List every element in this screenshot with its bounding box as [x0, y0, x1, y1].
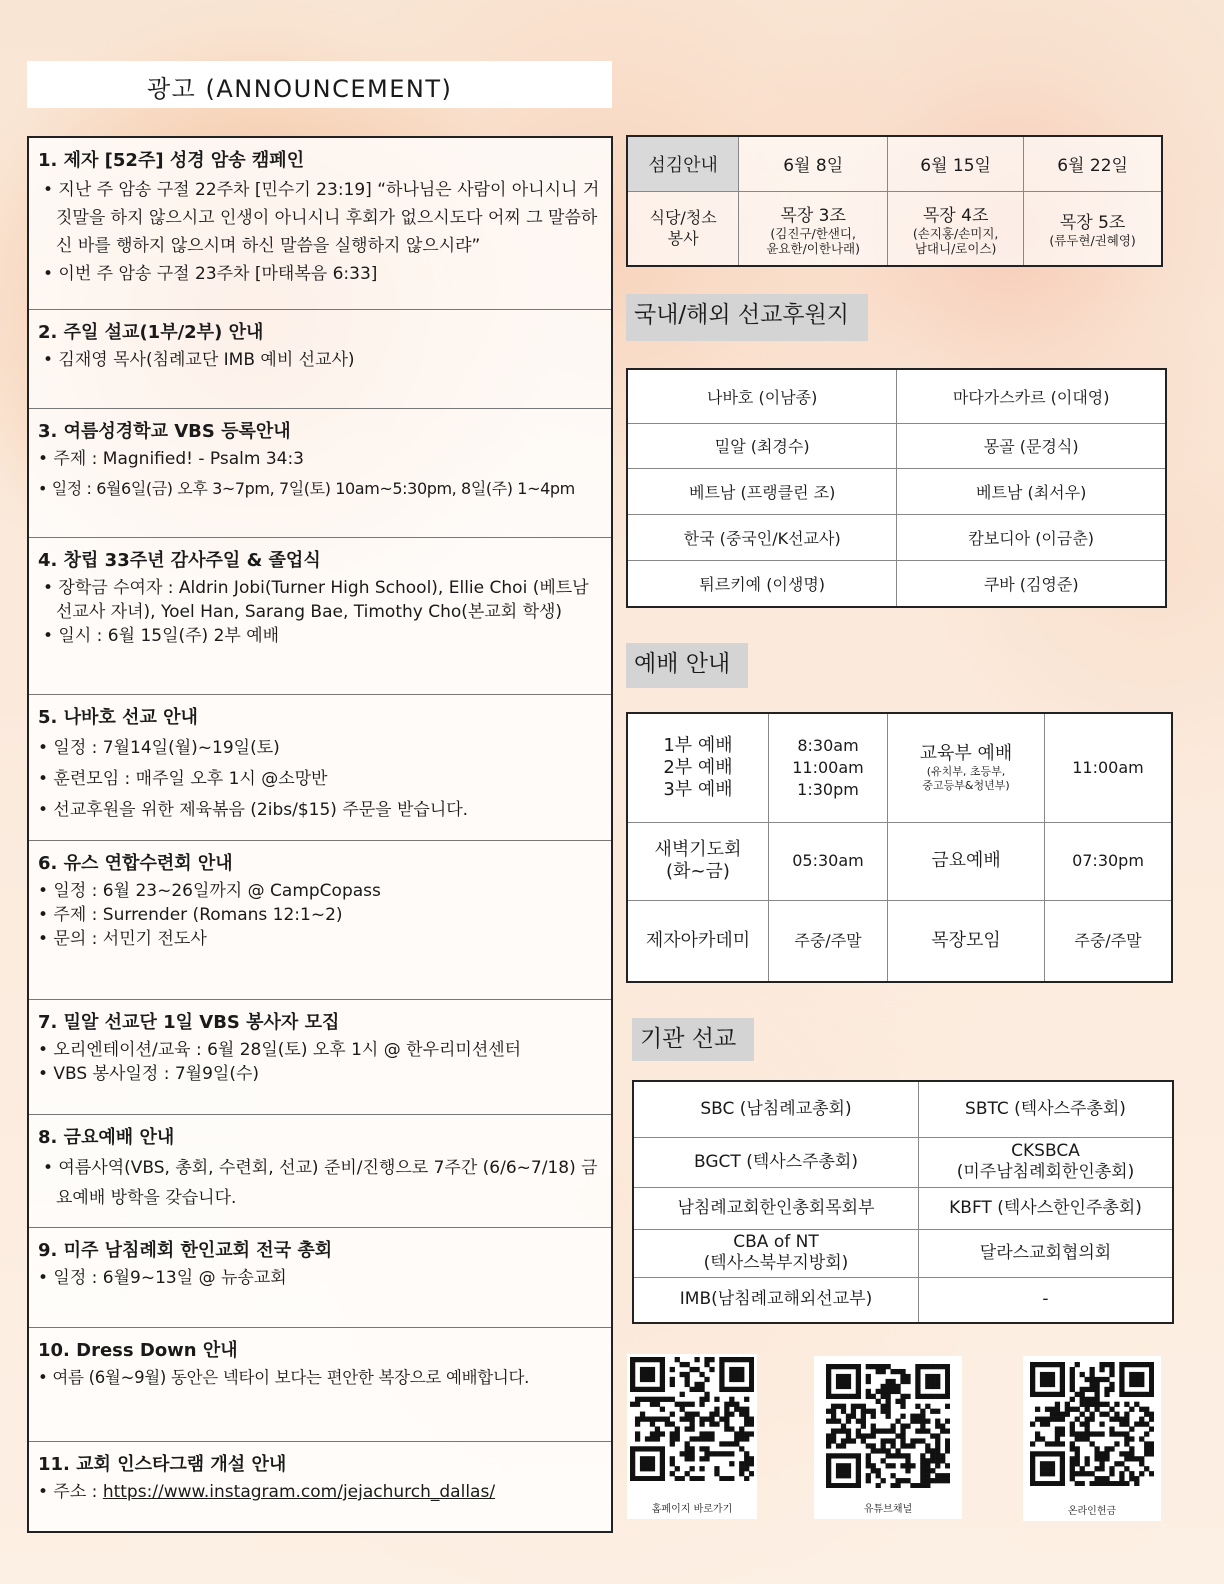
announcement-bullet: • 문의 : 서민기 전도사 [38, 929, 207, 949]
announcement-item [29, 841, 611, 1000]
worship-time-cell: 11:00am [1045, 713, 1173, 822]
service-members: (김진구/한샌디, 윤요한/이한나래) [766, 225, 860, 256]
mission-cell: 마다가스카르 (이대영) [897, 369, 1166, 423]
qr-code-icon [826, 1364, 950, 1488]
announcement-bullet: • 주제 : Surrender (Romans 12:1~2) [38, 905, 343, 925]
mission-cell: 몽골 (문경식) [897, 423, 1166, 469]
service-group: 목장 4조 [922, 205, 989, 226]
qr-caption: 유튜브채널 [863, 1504, 913, 1515]
service-header-cell: 섬김안내 [627, 136, 739, 191]
announcements-panel [27, 136, 613, 1533]
worship-time-cell: 주중/주말 [1045, 900, 1173, 982]
institution-cell: SBTC (텍사스주총회) [919, 1081, 1174, 1137]
worship-name-cell: 제자아카데미 [627, 900, 769, 982]
announcement-heading: 2. 주일 설교(1부/2부) 안내 [38, 322, 264, 343]
announcement-bullet: • 훈련모임 : 매주일 오후 1시 @소망반 [38, 769, 328, 789]
worship-name: 교육부 예배 [919, 742, 1013, 764]
instagram-link[interactable]: https://www.instagram.com/jejachurch_dallas/ [102, 1482, 496, 1502]
mission-cell: 한국 (중국인/K선교사) [627, 515, 897, 561]
mission-cell: 나바호 (이남종) [627, 369, 897, 423]
announcement-bullet: • 오리엔테이션/교육 : 6월 28일(토) 오후 1시 @ 한우리미션센터 [38, 1040, 522, 1060]
announcement-heading: 3. 여름성경학교 VBS 등록안내 [38, 421, 291, 442]
institutions-label: 기관 선교 [632, 1018, 754, 1061]
institution-cell: 달라스교회협의회 [919, 1229, 1174, 1277]
mission-cell: 쿠바 (김영준) [897, 560, 1166, 607]
announcement-heading: 10. Dress Down 안내 [38, 1340, 238, 1361]
page-title: 광고 (ANNOUNCEMENT) [147, 75, 453, 103]
announcement-item [29, 538, 611, 695]
announcement-heading: 4. 창립 33주년 감사주일 & 졸업식 [38, 550, 321, 571]
announcement-heading: 1. 제자 [52주] 성경 암송 캠페인 [38, 150, 305, 171]
announcement-heading: 11. 교회 인스타그램 개설 안내 [38, 1454, 287, 1475]
service-date-cell: 6월 15일 [888, 136, 1024, 191]
announcement-bullet: • 여름 (6월~9월) 동안은 넥타이 보다는 편안한 복장으로 예배합니다. [38, 1368, 530, 1387]
announcement-bullet: • 일정 : 6월6일(금) 오후 3~7pm, 7일(토) 10am~5:30pm, 8일(주) 1~4pm [38, 479, 575, 498]
announcement-item [29, 1115, 611, 1228]
institution-cell: BGCT (텍사스주총회) [633, 1137, 919, 1187]
announcement-bullet [38, 1480, 602, 1504]
announcement-bullet: • 일정 : 6월9~13일 @ 뉴송교회 [38, 1268, 287, 1288]
institution-cell: IMB(남침례교해외선교부) [633, 1277, 919, 1323]
announcement-heading: 8. 금요예배 안내 [38, 1127, 175, 1148]
institution-cell: 남침례교회한인총회목회부 [633, 1187, 919, 1229]
worship-time-cell: 주중/주말 [769, 900, 888, 982]
announcement-heading: 7. 밀알 선교단 1일 VBS 봉사자 모집 [38, 1012, 340, 1033]
missions-label: 국내/해외 선교후원지 [626, 294, 868, 341]
qr-homepage[interactable] [627, 1354, 757, 1519]
worship-name-cell: 1부 예배 2부 예배 3부 예배 [627, 713, 769, 822]
service-cell [888, 191, 1024, 266]
mission-cell: 베트남 (최서우) [897, 469, 1166, 515]
title-banner [27, 61, 612, 108]
institution-cell: CKSBCA (미주남침례회한인총회) [919, 1137, 1174, 1187]
announcement-item [29, 1000, 611, 1115]
service-group: 목장 5조 [1059, 213, 1126, 234]
announcement-bullet: • 지난 주 암송 구절 22주차 [민수기 23:19] “하나님은 사람이 아니시니 거짓말을 하지 않으시고 인생이 아니시니 후회가 없으시도다 어찌 그 말씀하신 바를 행하지 않으시며 하신 말씀을 실행하지 않으시랴” [43, 180, 600, 256]
announcement-bullet: • 선교후원을 위한 제육볶음 (2ibs/$15) 주문을 받습니다. [38, 800, 469, 820]
service-date-cell: 6월 22일 [1024, 136, 1162, 191]
worship-label: 예배 안내 [626, 643, 748, 688]
announcement-bullet: • 장학금 수여자 : Aldrin Jobi(Turner High School), Ellie Choi (베트남선교사 자녀), Yoel Han, Sarang Bae, Timothy Cho(본교회 학생) [43, 578, 589, 622]
announcement-bullet: • 일정 : 7월14일(월)~19일(토) [38, 738, 280, 758]
mission-cell: 베트남 (프랭클린 조) [627, 469, 897, 515]
announcement-item [29, 310, 611, 409]
announcement-item [29, 1328, 611, 1442]
service-cell [1024, 191, 1162, 266]
worship-time-cell: 05:30am [769, 822, 888, 900]
announcement-item [29, 409, 611, 538]
mission-cell: 튀르키예 (이생명) [627, 560, 897, 607]
qr-code-icon [630, 1357, 754, 1481]
institution-cell: CBA of NT (텍사스북부지방회) [633, 1229, 919, 1277]
qr-youtube[interactable] [814, 1356, 962, 1519]
announcement-bullet: • 주제 : Magnified! - Psalm 34:3 [38, 449, 304, 469]
qr-caption: 홈페이지 바로가기 [651, 1504, 733, 1515]
announcement-heading: 9. 미주 남침례회 한인교회 전국 총회 [38, 1240, 333, 1261]
announcement-heading: 5. 나바호 선교 안내 [38, 707, 198, 728]
institution-cell: KBFT (텍사스한인주총회) [919, 1187, 1174, 1229]
worship-name-cell: 목장모임 [888, 900, 1045, 982]
worship-time-cell: 8:30am 11:00am 1:30pm [769, 713, 888, 822]
announcement-bullet: • 이번 주 암송 구절 23주차 [마태복음 6:33] [43, 264, 378, 284]
announcement-item [29, 695, 611, 841]
announcement-heading: 6. 유스 연합수련회 안내 [38, 853, 233, 874]
service-row-label: 식당/청소 봉사 [627, 191, 739, 266]
announcement-bullet: • 일시 : 6월 15일(주) 2부 예배 [43, 626, 280, 646]
service-cell [739, 191, 888, 266]
worship-time-cell: 07:30pm [1045, 822, 1173, 900]
announcement-item [29, 138, 611, 310]
announcement-bullet-text: • 주소 : [38, 1482, 103, 1502]
service-date-cell: 6월 8일 [739, 136, 888, 191]
institution-cell: - [919, 1277, 1174, 1323]
worship-name-cell: 새벽기도회 (화~금) [627, 822, 769, 900]
announcement-item [29, 1228, 611, 1328]
worship-name-cell: 금요예배 [888, 822, 1045, 900]
worship-name-cell [888, 713, 1045, 822]
announcement-bullet: • 김재영 목사(침례교단 IMB 예비 선교사) [43, 350, 355, 370]
service-members: (손지홍/손미지, 남대니/로이스) [912, 225, 999, 256]
service-members: (류두현/권혜영) [1049, 233, 1136, 249]
missions-table [626, 368, 1167, 608]
mission-cell: 밀알 (최경수) [627, 423, 897, 469]
qr-online-offering[interactable] [1023, 1356, 1161, 1521]
worship-table [626, 712, 1173, 983]
announcement-bullet: • 여름사역(VBS, 총회, 수련회, 선교) 준비/진행으로 7주간 (6/6~7/18) 금요예배 방학을 갖습니다. [43, 1158, 598, 1208]
institutions-table [632, 1080, 1174, 1324]
announcement-bullet: • 일정 : 6월 23~26일까지 @ CampCopass [38, 881, 381, 901]
announcement-bullet: • VBS 봉사일정 : 7월9일(수) [38, 1064, 260, 1084]
announcement-item [29, 1442, 611, 1533]
mission-cell: 캄보디아 (이금춘) [897, 515, 1166, 561]
institution-cell: SBC (남침례교총회) [633, 1081, 919, 1137]
qr-code-icon [1030, 1362, 1154, 1486]
service-group: 목장 3조 [780, 205, 846, 226]
worship-name-sub: (유치부, 초등부, 중고등부&청년부) [922, 764, 1010, 792]
service-schedule-table [626, 135, 1163, 267]
qr-caption: 온라인헌금 [1067, 1506, 1117, 1517]
